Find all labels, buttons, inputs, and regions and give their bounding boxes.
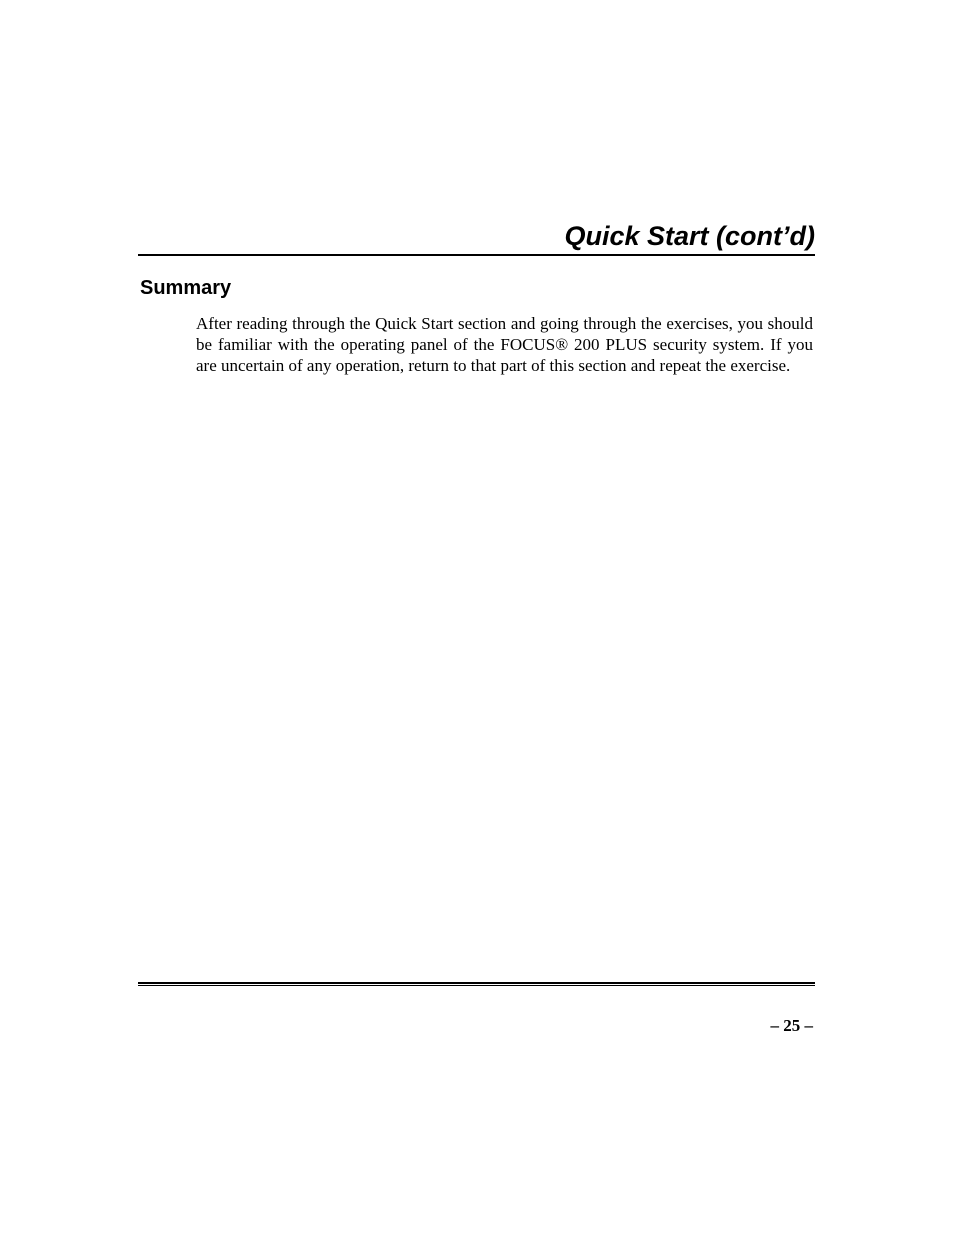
footer-divider bbox=[138, 982, 815, 986]
page-title: Quick Start (cont’d) bbox=[564, 221, 815, 251]
page-number: – 25 – bbox=[770, 1016, 813, 1035]
section-heading-summary: Summary bbox=[140, 277, 232, 299]
summary-paragraph: After reading through the Quick Start section and going through the exercises, you should be familiar with the operating panel of the FOCUS® 200 PLUS security system. If you are uncertain of any operation, return to that part of this section and repeat the exercise. bbox=[196, 314, 813, 375]
title-divider bbox=[138, 254, 815, 256]
